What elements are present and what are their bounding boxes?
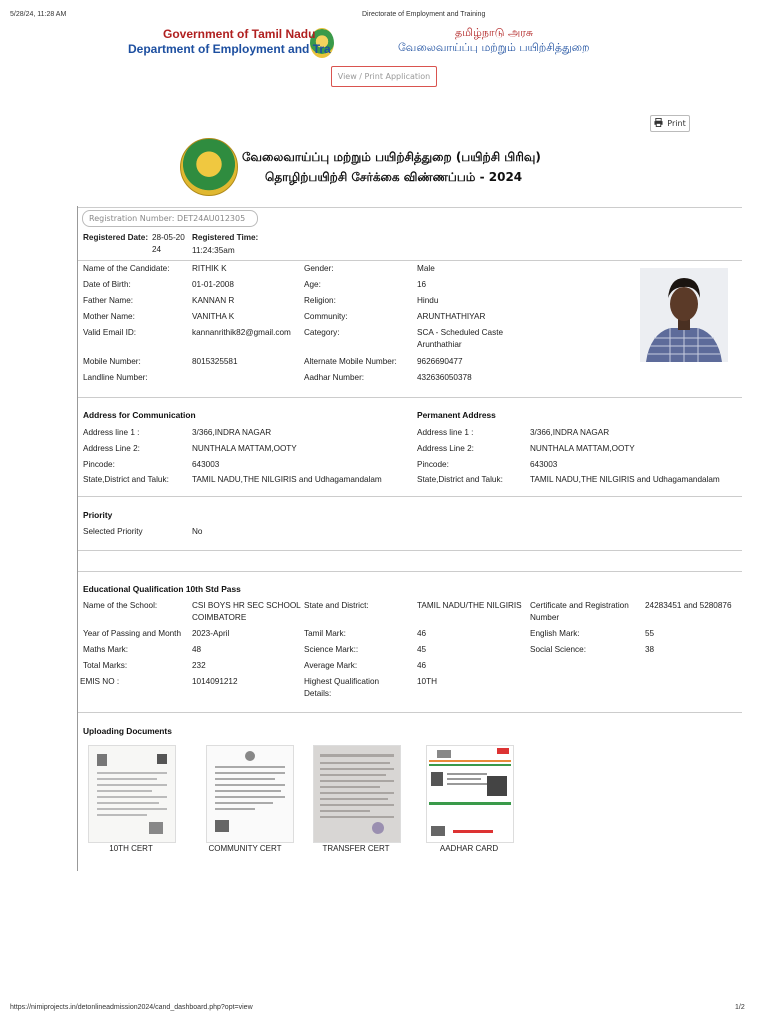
religion-label: Religion: bbox=[304, 296, 336, 305]
dept-title-en: Department of Employment and Tra bbox=[128, 42, 331, 56]
religion: Hindu bbox=[417, 296, 439, 305]
view-print-application-button[interactable]: View / Print Application bbox=[331, 66, 437, 87]
divider bbox=[78, 496, 742, 497]
registered-date-label: Registered Date: bbox=[83, 233, 149, 242]
total: 232 bbox=[192, 661, 206, 670]
perm-line2: NUNTHALA MATTAM,OOTY bbox=[530, 444, 635, 453]
gender-label: Gender: bbox=[304, 264, 334, 273]
total-label: Total Marks: bbox=[83, 661, 128, 670]
divider bbox=[78, 260, 742, 261]
print-datetime: 5/28/24, 11:28 AM bbox=[10, 11, 67, 18]
doc-caption: AADHAR CARD bbox=[439, 844, 499, 853]
registered-time-label: Registered Time: bbox=[192, 233, 259, 242]
divider bbox=[78, 397, 742, 398]
registered-time: 11:24:35am bbox=[192, 246, 235, 255]
registration-number-box bbox=[82, 210, 258, 227]
registration-number-label: Registration Number: bbox=[89, 214, 175, 223]
printer-icon bbox=[654, 118, 663, 129]
mobile: 8015325581 bbox=[192, 357, 238, 366]
dept-title-ta: வேலைவாய்ப்பு மற்றும் பயிற்சித்துறை bbox=[398, 41, 590, 54]
english: 55 bbox=[645, 629, 655, 638]
alt-mobile: 9626690477 bbox=[417, 357, 463, 366]
print-page-title: Directorate of Employment and Training bbox=[362, 11, 486, 18]
science-label: Science Mark:: bbox=[304, 645, 359, 654]
edu-state: TAMIL NADU/THE NILGIRIS bbox=[417, 601, 522, 610]
print-button-label: Print bbox=[667, 119, 686, 128]
emis: 1014091212 bbox=[192, 677, 238, 686]
comm-address-title: Address for Communication bbox=[83, 410, 196, 420]
email: kannanrithik82@gmail.com bbox=[192, 328, 291, 337]
age: 16 bbox=[417, 280, 427, 289]
comm-pincode-label: Pincode: bbox=[83, 460, 115, 469]
maths: 48 bbox=[192, 645, 202, 654]
form-title-line2: தொழிற்பயிற்சி சேர்க்கை விண்ணப்பம் - 2024 bbox=[265, 170, 523, 184]
doc-aadhar-card-thumbnail[interactable] bbox=[426, 745, 514, 843]
school-label: Name of the School: bbox=[83, 601, 158, 610]
doc-community-cert-thumbnail[interactable] bbox=[206, 745, 294, 843]
education-title: Educational Qualification 10th Std Pass bbox=[83, 584, 241, 594]
perm-state-label: State,District and Taluk: bbox=[417, 475, 503, 484]
cert-label: Certificate and Registration Number bbox=[530, 601, 629, 622]
perm-state: TAMIL NADU,THE NILGIRIS and Udhagamandalam bbox=[530, 475, 720, 484]
divider bbox=[78, 550, 742, 551]
comm-state-label: State,District and Taluk: bbox=[83, 475, 169, 484]
comm-line1-label: Address line 1 : bbox=[83, 428, 140, 437]
gov-title-ta: தமிழ்நாடு அரசு bbox=[455, 26, 534, 39]
mobile-label: Mobile Number: bbox=[83, 357, 141, 366]
comm-line2-label: Address Line 2: bbox=[83, 444, 140, 453]
perm-pincode: 643003 bbox=[530, 460, 558, 469]
highest: 10TH bbox=[417, 677, 438, 686]
doc-10th-cert-thumbnail[interactable] bbox=[88, 745, 176, 843]
comm-state: TAMIL NADU,THE NILGIRIS and Udhagamandalam bbox=[192, 475, 382, 484]
print-button[interactable] bbox=[650, 115, 690, 132]
priority-title: Priority bbox=[83, 510, 113, 520]
divider bbox=[78, 207, 742, 208]
aadhar: 432636050378 bbox=[417, 373, 472, 382]
landline-label: Landline Number: bbox=[83, 373, 148, 382]
comm-pincode: 643003 bbox=[192, 460, 220, 469]
mother-name-label: Mother Name: bbox=[83, 312, 135, 321]
year: 2023-April bbox=[192, 629, 230, 638]
print-page-number: 1/2 bbox=[735, 1004, 745, 1011]
perm-line1: 3/366,INDRA NAGAR bbox=[530, 428, 610, 437]
category-label: Category: bbox=[304, 328, 340, 337]
divider bbox=[78, 571, 742, 572]
cert: 24283451 and 5280876 bbox=[645, 601, 732, 610]
average: 46 bbox=[417, 661, 427, 670]
comm-line2: NUNTHALA MATTAM,OOTY bbox=[192, 444, 297, 453]
social-label: Social Science: bbox=[530, 645, 586, 654]
age-label: Age: bbox=[304, 280, 321, 289]
doc-caption: TRANSFER CERT bbox=[322, 844, 390, 853]
candidate-name: RITHIK K bbox=[192, 264, 227, 273]
tamil-nadu-seal-icon bbox=[180, 138, 238, 196]
selected-priority-label: Selected Priority bbox=[83, 527, 143, 536]
registration-number: DET24AU012305 bbox=[177, 214, 246, 223]
doc-caption: COMMUNITY CERT bbox=[208, 844, 282, 853]
mother-name: VANITHA K bbox=[192, 312, 235, 321]
tamil-label: Tamil Mark: bbox=[304, 629, 346, 638]
email-label: Valid Email ID: bbox=[83, 328, 137, 337]
gender: Male bbox=[417, 264, 435, 273]
father-name-label: Father Name: bbox=[83, 296, 134, 305]
highest-label: Highest Qualification Details: bbox=[304, 677, 380, 698]
print-url: https://nimiprojects.in/detonlineadmission2024/cand_dashboard.php?opt=view bbox=[10, 1004, 253, 1011]
social: 38 bbox=[645, 645, 655, 654]
doc-transfer-cert-thumbnail[interactable] bbox=[313, 745, 401, 843]
dob-label: Date of Birth: bbox=[83, 280, 131, 289]
candidate-photo bbox=[640, 268, 728, 362]
perm-line1-label: Address line 1 : bbox=[417, 428, 474, 437]
perm-pincode-label: Pincode: bbox=[417, 460, 449, 469]
registered-date: 28-05-2024 bbox=[152, 233, 185, 254]
year-label: Year of Passing and Month bbox=[83, 629, 182, 638]
divider bbox=[78, 712, 742, 713]
category: SCA - Scheduled Caste Arunthathiar bbox=[417, 328, 504, 349]
perm-line2-label: Address Line 2: bbox=[417, 444, 474, 453]
community-label: Community: bbox=[304, 312, 348, 321]
alt-mobile-label: Alternate Mobile Number: bbox=[304, 357, 397, 366]
school: CSI BOYS HR SEC SCHOOL COIMBATORE bbox=[192, 601, 301, 622]
maths-label: Maths Mark: bbox=[83, 645, 129, 654]
science: 45 bbox=[417, 645, 427, 654]
emis-label: EMIS NO : bbox=[80, 677, 120, 686]
form-title-line1: வேலைவாய்ப்பு மற்றும் பயிற்சித்துறை (பயிற்சி பிரிவு) bbox=[242, 150, 541, 164]
doc-caption: 10TH CERT bbox=[109, 844, 153, 853]
candidate-name-label: Name of the Candidate: bbox=[83, 264, 170, 273]
perm-address-title: Permanent Address bbox=[417, 410, 496, 420]
comm-line1: 3/366,INDRA NAGAR bbox=[192, 428, 272, 437]
gov-title-en: Government of Tamil Nadu bbox=[163, 27, 316, 41]
aadhar-label: Aadhar Number: bbox=[304, 373, 365, 382]
father-name: KANNAN R bbox=[192, 296, 235, 305]
english-label: English Mark: bbox=[530, 629, 580, 638]
edu-state-label: State and District: bbox=[304, 601, 369, 610]
documents-title: Uploading Documents bbox=[83, 726, 172, 736]
dob: 01-01-2008 bbox=[192, 280, 234, 289]
community: ARUNTHATHIYAR bbox=[417, 312, 486, 321]
selected-priority: No bbox=[192, 527, 203, 536]
average-label: Average Mark: bbox=[304, 661, 358, 670]
tamil: 46 bbox=[417, 629, 427, 638]
